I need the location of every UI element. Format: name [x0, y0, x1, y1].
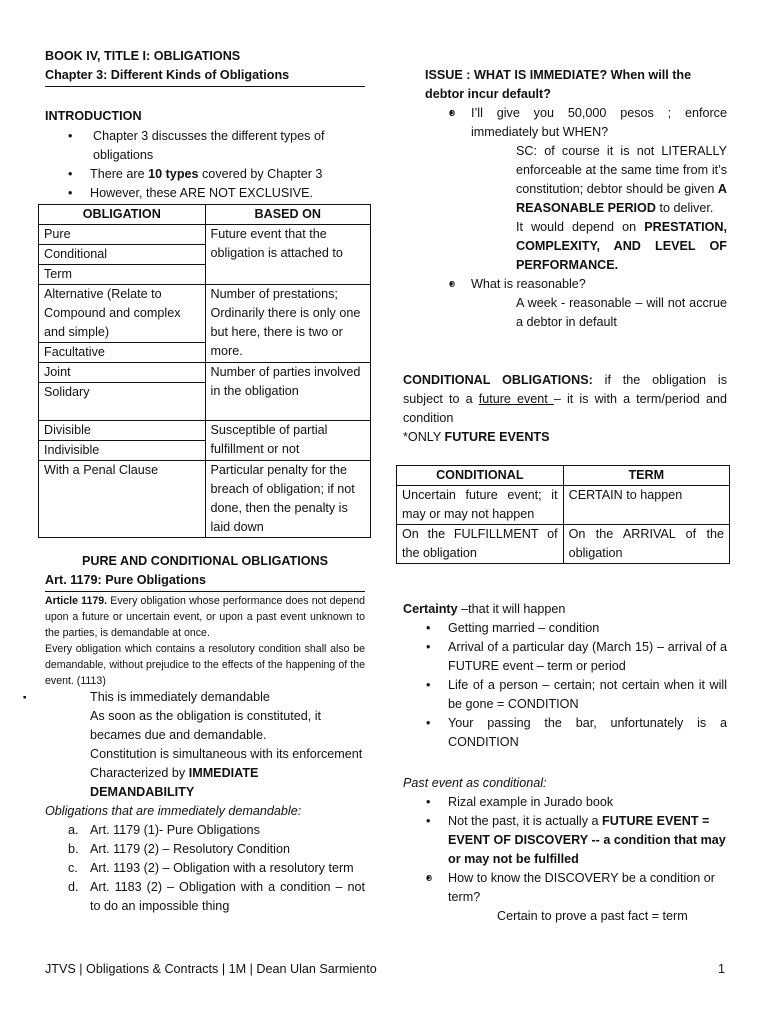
intro-bullet: • There are 10 types covered by Chapter 3	[90, 165, 365, 184]
table-header: CONDITIONAL	[397, 466, 564, 486]
certainty-section: Certainty –that it will happen • Getting married – condition • Arrival of a particular day (March 15) – arrival of a FUTURE event – term or period • Life of a person – certain; not certain when it will be gone = CONDITION • Your passing the bar, unfortunately is a CONDITION	[403, 600, 727, 752]
list-item: • Not the past, it is actually a FUTURE EVENT = EVENT OF DISCOVERY -- a condition that may or may not be fulfilled	[448, 812, 727, 869]
list-item: o Certain to prove a past fact = term	[497, 907, 727, 926]
chapter-title: Chapter 3: Different Kinds of Obligations	[45, 68, 290, 82]
table-cell: Indivisible	[39, 441, 206, 461]
header-rule	[45, 86, 365, 87]
document-header	[45, 47, 375, 85]
table-header-row	[397, 466, 730, 486]
table-cell: Susceptible of partial fulfillment or not	[205, 421, 370, 461]
list-item: ▪ As soon as the obligation is constituted, it becames due and demandable.	[90, 707, 365, 745]
list-item: d. Art. 1183 (2) – Obligation with a condition – not to do an impossible thing	[68, 880, 365, 913]
list-item: • Life of a person – certain; not certain when it will be gone = CONDITION	[448, 676, 727, 714]
issue-heading: ISSUE : WHAT IS IMMEDIATE? When will the debtor incur default?	[425, 68, 692, 101]
footer-text: JTVS | Obligations & Contracts | 1M | Dean Ulan Sarmiento	[45, 962, 377, 976]
list-item: a. Art. 1179 (1)- Pure Obligations	[68, 823, 260, 837]
list-item: b. Art. 1179 (2) – Resolutory Condition	[68, 842, 290, 856]
list-item: • What is reasonable? o A week - reasonable – will not accrue a debtor in default	[471, 275, 727, 332]
table-row	[39, 225, 371, 245]
table-cell: Facultative	[39, 343, 206, 363]
list-item: • Arrival of a particular day (March 15) – arrival of a FUTURE event – term or period	[448, 638, 727, 676]
issue-section	[403, 66, 727, 332]
table-cell: Particular penalty for the breach of obligation; if not done, then the penalty is laid down	[205, 461, 370, 538]
table-cell: Term	[39, 265, 206, 285]
book-title: BOOK IV, TITLE I: OBLIGATIONS	[45, 49, 241, 63]
table-cell: Pure	[39, 225, 206, 245]
intro-bullet: • Chapter 3 discusses the different types of obligations	[90, 127, 365, 165]
table-header: OBLIGATION	[39, 205, 206, 225]
table-row	[39, 285, 371, 343]
obligation-types-table	[38, 204, 371, 538]
table-cell: Uncertain future event; it may or may not happen	[397, 486, 564, 525]
table-cell: Joint	[39, 363, 206, 383]
table-cell: With a Penal Clause	[39, 461, 206, 538]
list-item: ▪ This is immediately demandable	[90, 688, 365, 707]
ordered-list	[68, 821, 365, 916]
list-item: • Your passing the bar, unfortunately is a CONDITION	[448, 714, 727, 752]
table-cell: On the FULFILLMENT of the obligation	[397, 525, 564, 564]
table-header: TERM	[563, 466, 729, 486]
list-item: ▪ Constitution is simultaneous with its enforcement	[90, 745, 365, 764]
list-item: c. Art. 1193 (2) – Obligation with a resolutory term	[68, 861, 354, 875]
table-row	[39, 363, 371, 383]
list-item: • Getting married – condition	[448, 619, 727, 638]
section-heading: PURE AND CONDITIONAL OBLIGATIONS	[81, 554, 329, 568]
list-item: • I’ll give you 50,000 pesos ; enforce immediately but WHEN? o SC: of course it is not LITERALLY enforceable at the same time from it’s constitution; debtor should be given A REASONABLE PERIOD to deliver. o It would depend on PRESTATION, COMPLEXITY, AND LEVEL OF PERFORMANCE.	[471, 104, 727, 275]
table-cell: Number of parties involved in the obligation	[205, 363, 370, 421]
italic-heading: Past event as conditional:	[403, 776, 547, 790]
table-cell: Future event that the obligation is attached to	[205, 225, 370, 285]
table-row	[39, 461, 371, 538]
table-cell: Solidary	[39, 383, 206, 421]
list-item: o A week - reasonable – will not accrue a debtor in default	[516, 294, 727, 332]
list-item: • How to know the DISCOVERY be a condition or term? o Certain to prove a past fact = term	[448, 869, 727, 926]
page-footer	[45, 960, 725, 979]
table-cell: Number of prestations; Ordinarily there is only one but here, there is two or more.	[205, 285, 370, 363]
page-number: 1	[717, 962, 725, 976]
intro-bullet: • However, these ARE NOT EXCLUSIVE.	[90, 184, 365, 203]
list-item: • Rizal example in Jurado book	[448, 793, 727, 812]
pure-obligations-notes	[45, 688, 365, 916]
article-heading: Art. 1179: Pure Obligations	[45, 573, 206, 587]
article-text: Article 1179. Every obligation whose performance does not depend upon a future or uncertain event, or upon a past event unknown to the parties, is demandable at once. Every obligation which contains a resolutory condition shall also be demandable, without prejudice to the effects of the happening of the event. (1113)	[45, 595, 365, 687]
list-item: o SC: of course it is not LITERALLY enforceable at the same time from it’s constitution; debtor should be given A REASONABLE PERIOD to deliver.	[516, 142, 727, 218]
table-row	[397, 486, 730, 525]
past-event-section	[403, 774, 727, 926]
table-cell: Divisible	[39, 421, 206, 441]
pure-obligations-section	[45, 552, 365, 590]
table-header-row	[39, 205, 371, 225]
article-rule	[45, 591, 365, 592]
table-row	[397, 525, 730, 564]
table-cell: Conditional	[39, 245, 206, 265]
intro-section	[45, 107, 365, 203]
list-item: o It would depend on PRESTATION, COMPLEXITY, AND LEVEL OF PERFORMANCE.	[516, 218, 727, 275]
table-cell: CERTAIN to happen	[563, 486, 729, 525]
table-cell: Alternative (Relate to Compound and complex and simple)	[39, 285, 206, 343]
table-header: BASED ON	[205, 205, 370, 225]
table-row	[39, 421, 371, 441]
intro-heading: INTRODUCTION	[45, 109, 142, 123]
conditional-obligations-section: CONDITIONAL OBLIGATIONS: if the obligation is subject to a future event – it is with a term/period and condition *ONLY FUTURE EVENTS	[403, 373, 728, 444]
table-cell: On the ARRIVAL of the obligation	[563, 525, 729, 564]
conditional-term-table	[396, 465, 730, 564]
list-item: ▪ Characterized by IMMEDIATE DEMANDABILITY	[90, 764, 365, 802]
italic-heading: Obligations that are immediately demandable:	[45, 804, 302, 818]
